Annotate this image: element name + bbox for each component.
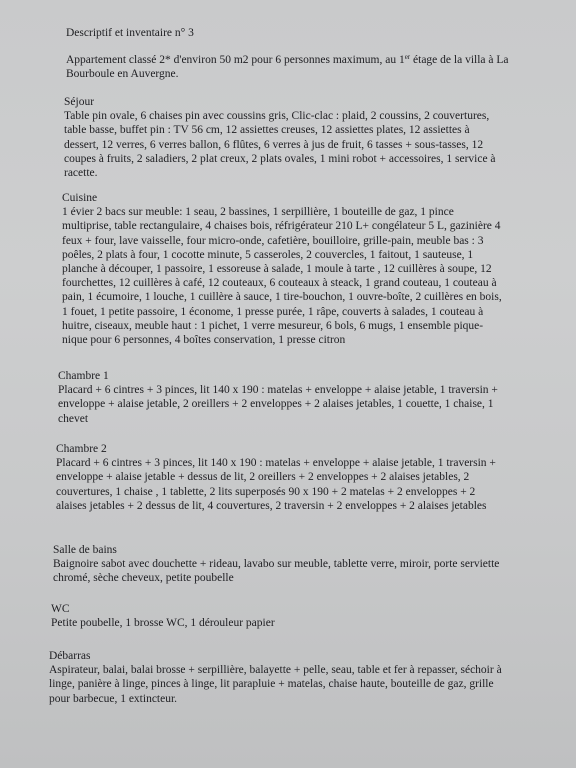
intro-text-continued: étage de la villa à La Bourboule en Auvergne. [66,54,509,81]
intro-text: Appartement classé 2* d'environ 50 m2 pour 6 personnes maximum, au 1 [66,54,405,66]
section-salle-de-bains [53,543,501,586]
section-chambre-1 [58,369,504,426]
section-heading-sejour: Séjour [64,96,95,108]
section-heading-wc: WC [51,603,70,615]
section-body-chambre-2: Placard + 6 cintres + 3 pinces, lit 140 x 190 : matelas + enveloppe + alaise jetable, 1 traversin + enveloppe + alaise jetable + dessus de lit, 2 oreillers + 2 enveloppes + 2 alaises jetables, 2 couvertures, 1 chaise , 1 tablette, 2 lits superposés 90 x 190 + 2 matelas + 2 enveloppes + 2 alaises jetables + 2 dessus de lit, 4 couvertures, 2 traversin + 2 enveloppes + 2 alaises jetables [56,457,496,512]
section-heading-salle-de-bains: Salle de bains [53,544,117,556]
section-sejour [64,95,504,180]
section-body-sejour: Table pin ovale, 6 chaises pin avec coussins gris, Clic-clac : plaid, 2 coussins, 2 couvertures, table basse, buffet pin : TV 56 cm, 12 assiettes creuses, 12 assiettes plates, 12 assiettes à dessert, 12 verres, 6 verres ballon, 6 flûtes, 6 verres à jus de fruit, 6 tasses + sous-tasses, 12 coupes à fruits, 2 saladiers, 2 plat creux, 2 plats ovales, 1 mini robot + accessoires, 1 service à racette. [64,110,496,180]
section-body-chambre-1: Placard + 6 cintres + 3 pinces, lit 140 x 190 : matelas + enveloppe + alaise jetable, 1 traversin + enveloppe + alaise jetable, 2 oreillers + 2 enveloppes + 2 alaises jetables, 1 couette, 1 chaise, 1 chevet [58,384,498,425]
section-heading-chambre-2: Chambre 2 [56,443,107,455]
section-heading-cuisine: Cuisine [62,192,98,204]
section-heading-debarras: Débarras [49,650,91,662]
intro-superscript: er [404,53,411,61]
section-debarras [49,649,504,706]
intro-paragraph [66,53,516,81]
section-wc [51,602,499,630]
section-cuisine [62,191,502,347]
section-body-debarras: Aspirateur, balai, balai brosse + serpillière, balayette + pelle, seau, table et fer à repasser, séchoir à linge, panière à linge, pinces à linge, lit parapluie + matelas, chaise haute, bouteille de gaz, grille pour barbecue, 1 extincteur. [49,664,502,705]
section-body-salle-de-bains: Baignoire sabot avec douchette + rideau, lavabo sur meuble, tablette verre, miroir, porte serviette chromé, sèche cheveux, petite poubelle [53,558,500,585]
section-heading-chambre-1: Chambre 1 [58,370,109,382]
section-body-wc: Petite poubelle, 1 brosse WC, 1 dérouleur papier [51,617,275,630]
document-title: Descriptif et inventaire n° 3 [66,27,194,39]
section-body-cuisine: 1 évier 2 bacs sur meuble: 1 seau, 2 bassines, 1 serpillière, 1 bouteille de gaz, 1 pince multiprise, table rectangulaire, 4 chaises bois, réfrigérateur 210 L+ congélateur 5 L, gazinière 4 feux + four, lave vaisselle, four micro-onde, cafetière, bouilloire, grille-pain, meuble bas : 3 poêles, 2 plats à four, 1 cocotte minute, 5 casseroles, 2 couvercles, 1 faitout, 1 sauteuse, 1 planche à découper, 1 passoire, 1 essoreuse à salade, 1 moule à tarte , 12 cuillères à soupe, 12 fourchettes, 12 cuillères à café, 12 couteaux, 6 couteaux à steack, 1 grand couteau, 1 couteau à pain, 1 écumoire, 1 louche, 1 cuillère à sauce, 1 tire-bouchon, 1 ouvre-boîte, 2 cuillères en bois, 1 fouet, 1 petite passoire, 1 économe, 1 presse purée, 1 râpe, couverts à salades, 1 couteau à huitre, ciseaux, meuble haut : 1 pichet, 1 verre mesureur, 6 bols, 6 mugs, 1 ensemble pique-nique pour 6 personnes, 4 boîtes conservation, 1 presse citron [62,206,502,347]
section-chambre-2 [56,442,504,513]
